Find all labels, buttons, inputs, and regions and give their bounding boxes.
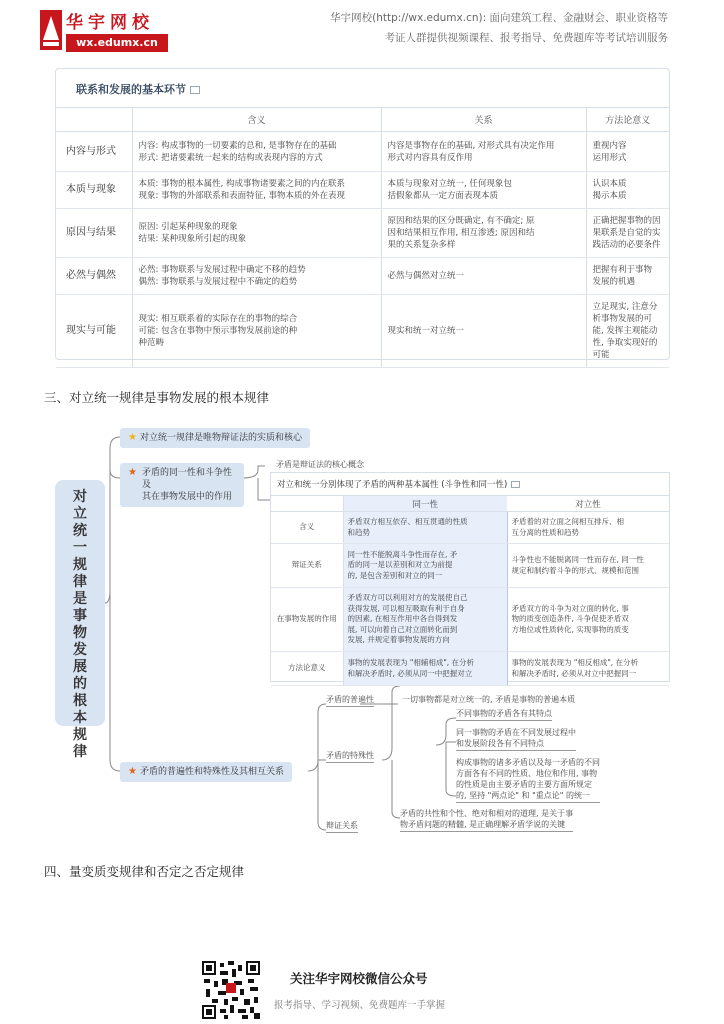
header-cell [271,496,343,512]
table-cell-relation: 本质与现象对立统一, 任何现象包 括假象都从一定方面表现本质 [381,172,586,209]
table2-cell-a: 事物的发展表现为 "相辅相成", 在分析 和解决矛盾时, 必须从同一中把握对立 [343,652,507,686]
particularity-leaf: 构成事物的诸多矛盾以及每一矛盾的不同 方面各有不同的性质、地位和作用, 事物 的性质是由主要矛盾的主要方面所规定 的, 坚持 "两点论" 和 "重点论" 的统一 [456,757,600,803]
mindmap-root: 对立统一规律是事物发展的根本规律 [55,480,105,726]
table2-cell-b: 矛盾双方的斗争为对立面的转化, 事 物的质变创造条件, 斗争促使矛盾双 方地位或性质转化, 实现事物的质变 [507,588,669,652]
logo-url: wx.edumx.cn [66,34,168,52]
header-cell: 同一性 [343,496,507,512]
table-cell-method: 重视内容 运用形式 [586,132,669,172]
footer-title: 关注华宇网校微信公众号 [290,971,428,986]
qr-code-icon [202,961,260,1019]
table-cell-meaning: 必然: 事物联系与发展过程中确定不移的趋势 偶然: 事物联系与发展过程中不确定的趋势 [132,258,381,295]
particularity-leaf: 不同事物的矛盾各有其特点 [456,708,552,721]
star-icon: ★ [128,432,137,443]
table-cell-meaning: 本质: 事物的根本属性, 构成事物诸要素之间的内在联系 现象: 事物的外部联系和表面特征, 事物本质的外在表现 [132,172,381,209]
table2-cell-label: 辩证关系 [271,544,343,588]
footer-subtitle: 报考指导、学习视频、免费题库一手掌握 [274,1000,446,1011]
mindmap-node-core: ★ 对立统一规律是唯物辩证法的实质和核心 [120,428,310,448]
table-cell-label: 原因与结果 [56,209,132,258]
particularity-leaf: 同一事物的矛盾在不同发展过程中 和发展阶段各有不同特点 [456,727,576,751]
section-heading-4: 四、量变质变规律和否定之否定规律 [44,864,245,879]
header-cell: 方法论意义 [586,108,669,132]
section-heading-3: 三、对立统一规律是事物发展的根本规律 [44,390,270,405]
logo-text: 华宇网校 [66,13,154,33]
identity-struggle-table [271,495,669,686]
table2-row [271,652,669,686]
table-cell-relation: 现实和统一对立统一 [381,295,586,368]
dialectic-leaf: 矛盾的共性和个性、绝对和相对的道理, 是关于事 物矛盾问题的精髓, 是正确理解矛盾学说的关键 [400,808,573,832]
table2-row [271,588,669,652]
table-cell-label: 内容与形式 [56,132,132,172]
core-concept-note: 矛盾是辩证法的核心概念 [276,460,364,469]
table2-row [271,544,669,588]
table2-cell-b: 矛盾着的对立面之间相互排斥、相 互分离的性质和趋势 [507,512,669,544]
table-title: 联系和发展的基本环节 [76,81,200,97]
table2-header-row [271,496,669,512]
universality-label: 矛盾的普遍性 [326,694,374,707]
header-intro-line2: 考证人群提供视频课程、报考指导、免费题库等考试培训服务 [384,32,668,44]
table-cell-label: 本质与现象 [56,172,132,209]
table-cell-method: 把握有利于事物 发展的机遇 [586,258,669,295]
note-icon [511,481,520,488]
table-cell-relation: 原因和结果的区分既确定, 有不确定; 原 因和结果相互作用, 相互渗透; 原因和结 果的关系复杂多样 [381,209,586,258]
table2-cell-a: 矛盾双方相互依存、相互贯通的性质 和趋势 [343,512,507,544]
table-cell-meaning: 原因: 引起某种现象的现象 结果: 某种现象所引起的现象 [132,209,381,258]
star-icon: ★ [128,467,137,478]
table-cell-method: 正确把握事物的因 果联系是自觉的实 践活动的必要条件 [586,209,669,258]
table2-title: 对立和统一分别体现了矛盾的两种基本属性 (斗争性和同一性) [277,478,520,490]
universality-leaf: 一切事物都是对立统一的, 矛盾是事物的普遍本质 [402,695,576,704]
identity-struggle-table-card [270,472,670,682]
table2-cell-label: 方法论意义 [271,652,343,686]
particularity-label: 矛盾的特殊性 [326,750,374,763]
table2-row [271,512,669,544]
table-cell-label: 现实与可能 [56,295,132,368]
header-cell: 对立性 [507,496,669,512]
table2-cell-a: 矛盾双方可以利用对方的发展使自己 获得发展, 可以相互吸取有利于自身 的因素, 在相互作用中各自得到发 展, 可以向着自己对立面转化而到 发展, 并规定着事物发展的方向 [343,588,507,652]
table2-cell-label: 在事物发展的作用 [271,588,343,652]
header-cell: 关系 [381,108,586,132]
star-icon: ★ [128,766,137,777]
header-cell: 含义 [132,108,381,132]
table2-cell-b: 斗争性也不能脱离同一性而存在, 同一性 规定和制约着斗争的形式、规模和范围 [507,544,669,588]
mindmap-node-identity-struggle: ★ 矛盾的同一性和斗争性及 其在事物发展中的作用 [120,463,244,507]
table-cell-relation: 必然与偶然对立统一 [381,258,586,295]
mindmap-node-universality-particularity: ★ 矛盾的普遍性和特殊性及其相互关系 [120,762,292,782]
table-cell-label: 必然与偶然 [56,258,132,295]
header-intro-line1: 华宇网校(http://wx.edumx.cn): 面向建筑工程、金融财会、职业资格等 [330,12,668,24]
table-cell-meaning: 内容: 构成事物的一切要素的总和, 是事物存在的基础 形式: 把诸要素统一起来的结构或表现内容的方式 [132,132,381,172]
table-cell-method: 认识本质 揭示本质 [586,172,669,209]
table-cell-method: 立足现实, 注意分 析事物发展的可 能, 发挥主观能动 性, 争取实现好的 可能 [586,295,669,368]
table-cell-relation: 内容是事物存在的基础, 对形式具有决定作用 形式对内容具有反作用 [381,132,586,172]
table2-cell-b: 事物的发展表现为 "相反相成", 在分析 和解决矛盾时, 必须从对立中把握同一 [507,652,669,686]
table-cell-meaning: 现实: 相互联系着的实际存在的事物的综合 可能: 包含在事物中预示事物发展前途的种 种范畴 [132,295,381,368]
dialectic-label: 辩证关系 [326,820,358,833]
table2-cell-a: 同一性不能脱离斗争性而存在, 矛 盾的同一是以差别和对立为前提 的, 是包含差别和对立的同一 [343,544,507,588]
table2-cell-label: 含义 [271,512,343,544]
